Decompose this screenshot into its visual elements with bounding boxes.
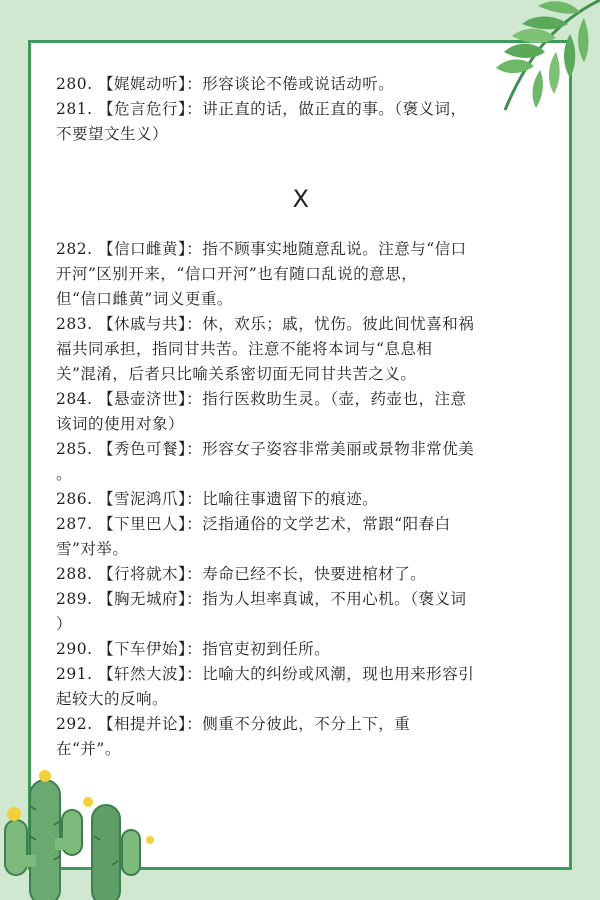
entry-290: 290. 【下车伊始】：指官吏初到任所。 [56,640,331,658]
section-divider: X [292,185,310,213]
entry-283: 283. 【休戚与共】：休，欢乐；戚，忧伤。彼此间忧喜和祸 [56,315,475,333]
entry-284-cont: 该词的使用对象） [56,415,185,433]
entry-281-cont: 不要望文生义） [56,125,169,143]
entry-287: 287. 【下里巴人】：泛指通俗的文学艺术，常跟“阳春白 [56,515,451,533]
entry-283-cont2: 关”混淆，后者只比喻关系密切面无同甘共苦之义。 [56,365,417,383]
entry-287-cont: 雪”对举。 [56,540,129,558]
entry-280: 280. 【娓娓动听】：形容谈论不倦或说话动听。 [56,75,395,93]
entry-285: 285. 【秀色可餐】：形容女子姿容非常美丽或景物非常优美 [56,440,475,458]
entry-283-cont1: 福共同承担，指同甘共苦。注意不能将本词与“息息相 [56,340,433,358]
entry-292: 292. 【相提并论】：侧重不分彼此，不分上下，重 [56,715,411,733]
entry-289-cont: ） [56,615,73,633]
entry-284: 284. 【悬壶济世】：指行医救助生灵。（壶，药壶也，注意 [56,390,467,408]
cactus-icon [0,750,160,900]
entry-286: 286. 【雪泥鸿爪】：比喻往事遗留下的痕迹。 [56,490,379,508]
entry-291: 291. 【轩然大波】：比喻大的纠纷或风潮，现也用来形容引 [56,665,475,683]
idiom-list [56,72,546,762]
entry-288: 288. 【行将就木】：寿命已经不长，快要进棺材了。 [56,565,427,583]
entry-282-cont1: 开河”区别开来，“信口开河”也有随口乱说的意思， [56,265,418,283]
entry-281: 281. 【危言危行】：讲正直的话，做正直的事。（褒义词， [56,100,467,118]
entry-292-cont: 在“并”。 [56,740,121,758]
entry-285-cont: 。 [56,465,73,483]
entry-282: 282. 【信口雌黄】：指不顾事实地随意乱说。注意与“信口 [56,240,467,258]
entry-291-cont: 起较大的反响。 [56,690,169,708]
entry-289: 289. 【胸无城府】：指为人坦率真诚，不用心机。（褒义词 [56,590,467,608]
entry-282-cont2: 但“信口雌黄”词义更重。 [56,290,233,308]
